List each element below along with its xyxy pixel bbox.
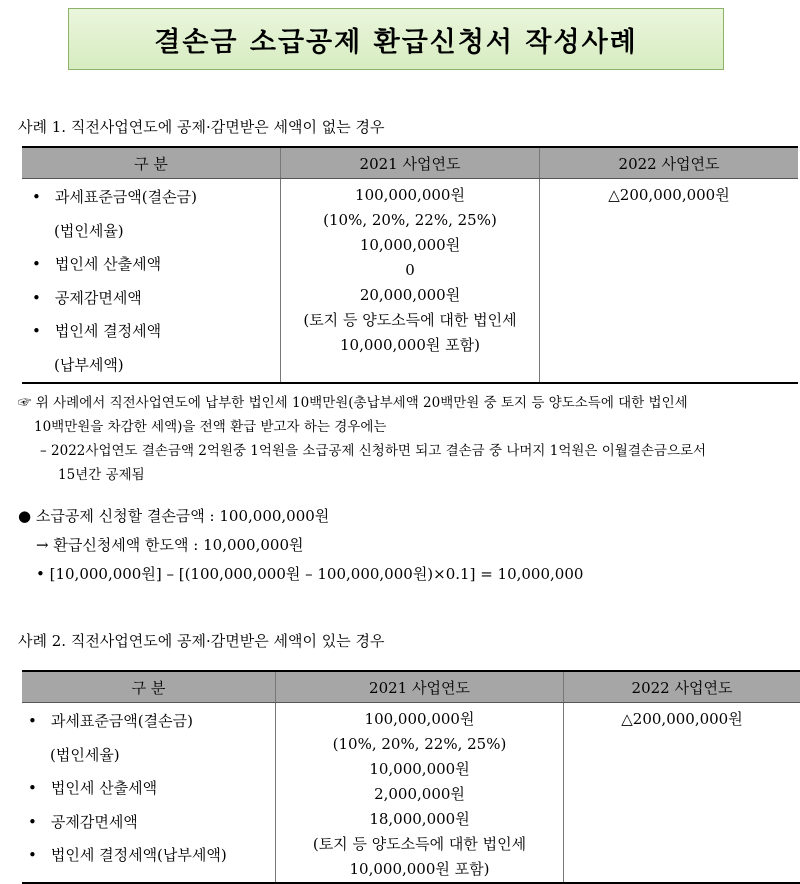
- label-tax-base: • 과세표준금액(결손금): [28, 705, 275, 739]
- label-tax-base: • 과세표준금액(결손금): [32, 181, 280, 215]
- header-category: 구 분: [22, 147, 281, 179]
- case1-2021-values: [281, 179, 540, 384]
- value-loss-2022: △200,000,000원: [621, 710, 743, 728]
- case1-table: [22, 146, 798, 384]
- value-note-1: (토지 등 양도소득에 대한 법인세: [312, 835, 527, 853]
- header-2021: 2021 사업연도: [281, 147, 540, 179]
- header-2022: 2022 사업연도: [564, 671, 800, 703]
- value-computed-tax: 10,000,000원: [369, 760, 470, 778]
- value-deduction: 0: [405, 261, 415, 279]
- value-loss-2022: △200,000,000원: [608, 186, 730, 204]
- value-determined-tax: 20,000,000원: [359, 286, 461, 304]
- value-note-1: (토지 등 양도소득에 대한 법인세: [303, 311, 517, 329]
- header-2021: 2021 사업연도: [276, 671, 564, 703]
- label-deduction: • 공제감면세액: [28, 806, 275, 840]
- value-tax-rate: (10%, 20%, 22%, 25%): [323, 211, 497, 229]
- case2-table: [22, 670, 800, 884]
- case2-2022-values: [564, 703, 800, 884]
- header-category: 구 분: [22, 671, 276, 703]
- case2-2021-values: [276, 703, 564, 884]
- label-computed-tax: • 법인세 산출세액: [32, 248, 280, 282]
- value-determined-tax: 18,000,000원: [369, 810, 470, 828]
- value-note-2: 10,000,000원 포함): [349, 860, 490, 878]
- value-note-2: 10,000,000원 포함): [340, 336, 480, 354]
- label-tax-rate: (법인세율): [54, 221, 124, 240]
- formula-calculation: • [10,000,000원] – [(100,000,000원 – 100,000,000원)×0.1] = 10,000,000: [36, 565, 584, 583]
- case2-heading: 사례 2. 직전사업연도에 공제·감면받은 세액이 있는 경우: [18, 632, 385, 650]
- note-line-3: – 2022사업연도 결손금액 2억원중 1억원을 소급공제 신청하면 되고 결손금 중 나머지 1억원은 이월결손금으로서: [40, 443, 707, 459]
- label-paid-tax: (납부세액): [54, 355, 124, 374]
- note-line-2: 10백만원을 차감한 세액)을 전액 환급 받고자 하는 경우에는: [34, 419, 387, 435]
- label-determined-tax: • 법인세 결정세액(납부세액): [28, 839, 275, 873]
- header-2022: 2022 사업연도: [540, 147, 799, 179]
- case2-labels: [22, 703, 276, 884]
- case1-labels: [22, 179, 281, 384]
- note-line-4: 15년간 공제됨: [58, 467, 145, 483]
- formula-loss-amount: ● 소급공제 신청할 결손금액 : 100,000,000원: [18, 507, 330, 525]
- document-title: 결손금 소급공제 환급신청서 작성사례: [68, 8, 724, 70]
- note-line-1: ☞ 위 사례에서 직전사업연도에 납부한 법인세 10백만원(총납부세액 20백만원 중 토지 등 양도소득에 대한 법인세: [18, 395, 688, 411]
- label-computed-tax: • 법인세 산출세액: [28, 772, 275, 806]
- label-determined-tax: • 법인세 결정세액: [32, 315, 280, 349]
- value-computed-tax: 10,000,000원: [359, 236, 461, 254]
- value-tax-base: 100,000,000원: [364, 710, 475, 728]
- value-deduction: 2,000,000원: [374, 785, 465, 803]
- label-tax-rate: (법인세율): [50, 745, 120, 764]
- case1-heading: 사례 1. 직전사업연도에 공제·감면받은 세액이 없는 경우: [18, 118, 385, 136]
- label-deduction: • 공제감면세액: [32, 282, 280, 316]
- explanation-note: [18, 391, 798, 487]
- formula-refund-limit: → 환급신청세액 한도액 : 10,000,000원: [36, 536, 304, 554]
- case1-2022-values: [540, 179, 799, 384]
- value-tax-rate: (10%, 20%, 22%, 25%): [332, 735, 507, 753]
- value-tax-base: 100,000,000원: [355, 186, 465, 204]
